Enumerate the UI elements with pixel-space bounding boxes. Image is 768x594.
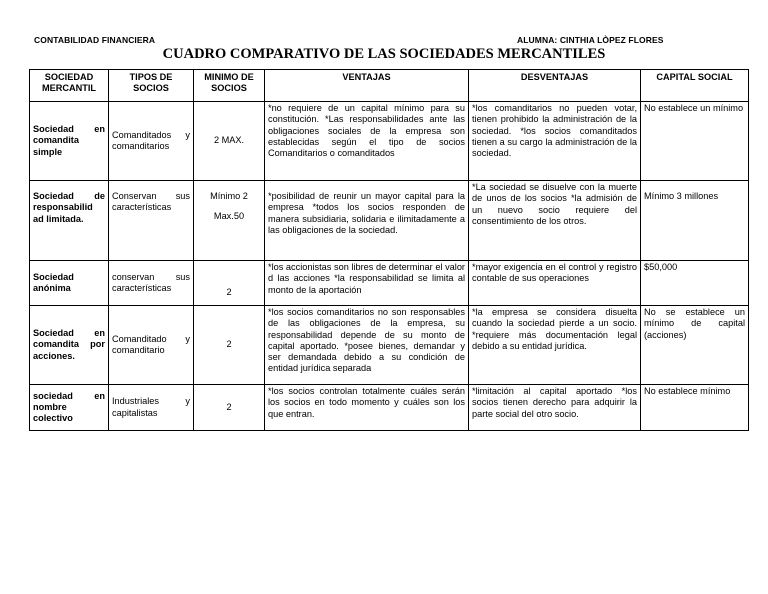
cell-desventajas: *La sociedad se disuelve con la muerte de unos de los socios *la admisión de un nuevo socio requiere del consentimiento de los otros. — [469, 181, 641, 261]
col-header-capital: CAPITAL SOCIAL — [641, 70, 749, 102]
cell-desventajas: *limitación al capital aportado *los socios tienen derecho para adquirir la parte social del otro socio. — [469, 385, 641, 431]
cell-tipos: Industriales y capitalistas — [109, 385, 194, 431]
cell-ventajas: *posibilidad de reunir un mayor capital para la empresa *todos los socios responden de manera subsidiaria, solidaria e ilimitadamente a las obligaciones de la sociedad. — [265, 181, 469, 261]
cell-ventajas: *los socios controlan totalmente cuáles serán los socios en todo momento y cuáles son los que entran. — [265, 385, 469, 431]
cell-ventajas: *los socios comanditarios no son responsables de las obligaciones de la empresa, su responsabilidad depende de su monto de capital aportado. *posee bienes, demandar y ser demandada debido a su condición de entidad jurídica separada — [265, 306, 469, 385]
col-header-ventajas: VENTAJAS — [265, 70, 469, 102]
cell-ventajas: *los accionistas son libres de determinar el valor d las acciones *la responsabilidad se limita al monto de la aportación — [265, 261, 469, 306]
cell-capital: $50,000 — [641, 261, 749, 306]
minimo-line: Max.50 — [213, 211, 245, 222]
cell-sociedad: sociedad en nombre colectivo — [30, 385, 109, 431]
cell-desventajas: *los comanditarios no pueden votar, tienen prohibido la administración de la sociedad. *los socios comanditados tienen a su cargo la administración de la sociedad. — [469, 102, 641, 181]
cell-sociedad: Sociedad en comandita simple — [30, 102, 109, 181]
cell-tipos: Comanditados y comanditarios — [109, 102, 194, 181]
col-header-sociedad: SOCIEDAD MERCANTIL — [30, 70, 109, 102]
course-title: CONTABILIDAD FINANCIERA — [34, 35, 156, 45]
table-row — [30, 385, 749, 431]
cell-minimo: 2 — [194, 385, 265, 431]
col-header-tipos: TIPOS DE SOCIOS — [109, 70, 194, 102]
cell-tipos: Comanditado y comanditario — [109, 306, 194, 385]
cell-desventajas: *la empresa se considera disuelta cuando la sociedad pierde a un socio. *requiere más documentación legal debido a su entidad jurídica. — [469, 306, 641, 385]
cell-ventajas: *no requiere de un capital mínimo para su constitución. *Las responsabilidades ante las obligaciones sociales de la empresa son establecidas según el tipo de socios Comanditarios o comanditados — [265, 102, 469, 181]
cell-tipos: conservan sus características — [109, 261, 194, 306]
col-header-desventajas: DESVENTAJAS — [469, 70, 641, 102]
comparison-table — [29, 69, 749, 431]
table-row — [30, 102, 749, 181]
cell-capital: No establece un mínimo — [641, 102, 749, 181]
table-header-row — [30, 70, 749, 102]
col-header-minimo: MINIMO DE SOCIOS — [194, 70, 265, 102]
cell-sociedad: Sociedad en comandita por acciones. — [30, 306, 109, 385]
cell-minimo: 2 MAX. — [194, 102, 265, 181]
cell-minimo: 2 — [194, 261, 265, 306]
cell-sociedad: Sociedad anónima — [30, 261, 109, 306]
table-row — [30, 181, 749, 261]
cell-minimo: 2 — [194, 306, 265, 385]
table-row — [30, 306, 749, 385]
cell-minimo — [194, 181, 265, 261]
table-row — [30, 261, 749, 306]
page-title: CUADRO COMPARATIVO DE LAS SOCIEDADES MERCANTILES — [162, 46, 606, 62]
minimo-line: Mínimo 2 — [210, 191, 248, 201]
cell-desventajas: *mayor exigencia en el control y registro contable de sus operaciones — [469, 261, 641, 306]
cell-capital: No se establece un mínimo de capital (acciones) — [641, 306, 749, 385]
student-name: ALUMNA: CINTHIA LÒPEZ FLORES — [517, 35, 664, 45]
cell-tipos: Conservan sus características — [109, 181, 194, 261]
cell-capital: No establece mínimo — [641, 385, 749, 431]
cell-capital: Mínimo 3 millones — [641, 181, 749, 261]
cell-sociedad: Sociedad de responsabilid ad limitada. — [30, 181, 109, 261]
